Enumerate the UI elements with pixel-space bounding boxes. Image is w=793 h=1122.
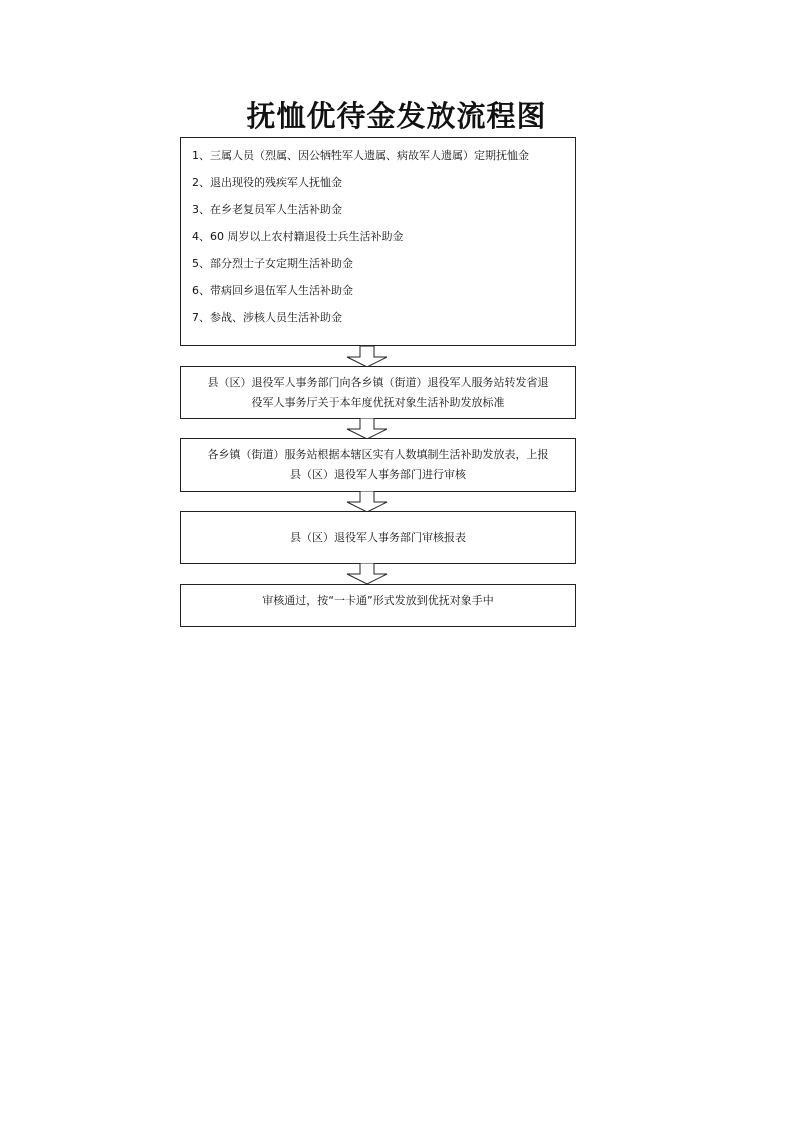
subsidy-item: 4、60 周岁以上农村籍退役士兵生活补助金 xyxy=(192,230,404,243)
step-text-line: 各乡镇（街道）服务站根据本辖区实有人数填制生活补助发放表，上报 xyxy=(207,448,549,461)
down-arrow-icon xyxy=(343,563,391,585)
subsidy-types-box xyxy=(180,137,576,346)
subsidy-item: 7、参战、涉核人员生活补助金 xyxy=(192,311,342,324)
down-arrow-icon xyxy=(343,346,391,368)
down-arrow-icon xyxy=(343,491,391,513)
step-text-line: 县（区）退役军人事务部门审核报表 xyxy=(290,530,466,544)
flow-step-4 xyxy=(180,584,576,627)
subsidy-item: 3、在乡老复员军人生活补助金 xyxy=(192,203,342,216)
flow-step-3 xyxy=(180,511,576,564)
step-text-line: 县（区）退役军人事务部门进行审核 xyxy=(290,468,466,481)
step-text-line: 审核通过，按“一卡通”形式发放到优抚对象手中 xyxy=(262,594,494,607)
page-title: 抚恤优待金发放流程图 xyxy=(246,99,547,133)
subsidy-item: 1、三属人员（烈属、因公牺牲军人遗属、病故军人遗属）定期抚恤金 xyxy=(192,149,529,162)
flow-step-1 xyxy=(180,366,576,419)
step-text-line: 县（区）退役军人事务部门向各乡镇（街道）退役军人服务站转发省退 xyxy=(207,375,549,389)
subsidy-item: 5、部分烈士子女定期生活补助金 xyxy=(192,257,353,270)
step-text-line: 役军人事务厅关于本年度优抚对象生活补助发放标准 xyxy=(251,395,505,409)
flow-step-2 xyxy=(180,438,576,492)
down-arrow-icon xyxy=(343,418,391,440)
subsidy-item: 2、退出现役的残疾军人抚恤金 xyxy=(192,176,342,189)
subsidy-item: 6、带病回乡退伍军人生活补助金 xyxy=(192,284,353,297)
